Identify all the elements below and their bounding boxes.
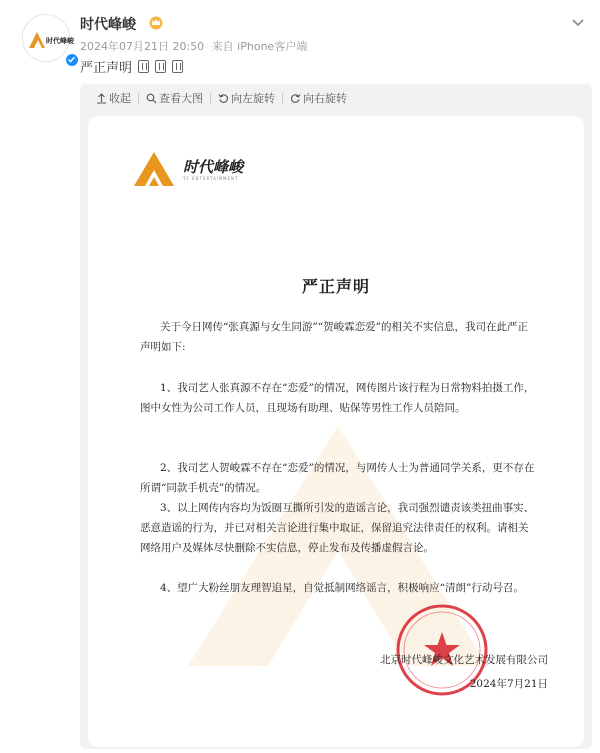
company-name: 北京时代峰峻文化艺术发展有限公司 (380, 654, 548, 666)
rotate-left-label: 向左旋转 (231, 92, 275, 105)
emoji-icon (138, 60, 149, 73)
verified-badge-icon (65, 53, 79, 67)
image-toolbar (80, 84, 592, 112)
company-logo-icon (132, 150, 180, 188)
statement-intro: 关于今日网传“张真源与女生同游”“贺峻霖恋爱”的相关不实信息，我司在此严正声明如下: (140, 321, 528, 353)
statement-point-2: 2、我司艺人贺峻霖不存在“恋爱”的情况，与网传人士为普通同学关系，更不存在所谓“同款手机壳”的情况。 (140, 462, 535, 494)
signature-block (380, 648, 548, 696)
rotate-left-icon (218, 93, 229, 104)
rotate-right-label: 向右旋转 (303, 92, 347, 105)
collapse-label: 收起 (109, 92, 131, 105)
post-date[interactable]: 2024年07月21日 20:50 (80, 40, 205, 53)
view-large-label: 查看大图 (159, 92, 203, 105)
statement-image[interactable] (88, 116, 584, 747)
view-large-button[interactable] (146, 90, 203, 106)
statement-point-3: 3、以上网传内容均为饭圈互撕所引发的造谣言论，我司强烈谴责该类扭曲事实、恶意造谣的行为，并已对相关言论进行集中取证，保留追究法律责任的权利。请相关网络用户及媒体尽快删除不实信息，停止发布及传播虚假言论。 (140, 502, 535, 554)
post-meta (80, 38, 307, 54)
emoji-icon (155, 60, 166, 73)
post-source: 来自 iPhone客户端 (211, 40, 308, 53)
avatar[interactable] (22, 14, 74, 62)
username[interactable]: 时代峰峻 (80, 17, 136, 33)
media-card (80, 84, 592, 749)
svg-text:时代峰峻: 时代峰峻 (46, 36, 74, 45)
toolbar-divider (282, 93, 283, 104)
signature-date: 2024年7月21日 (469, 678, 548, 690)
post-text-content: 严正声明 (80, 61, 133, 76)
document-title: 严正声明 (301, 277, 370, 296)
statement-point-4: 4、望广大粉丝朋友理智追星，自觉抵制网络谣言，积极响应“清朗”行动号召。 (160, 582, 524, 594)
toolbar-divider (210, 93, 211, 104)
logo-text: 时代峰峻 (183, 158, 244, 176)
statement-point-1: 1、我司艺人张真源不存在“恋爱”的情况，网传图片该行程为日常物料拍摄工作，图中女性为公司工作人员，且现场有助理、贴保等男性工作人员陪同。 (140, 382, 535, 414)
vip-crown-icon (148, 14, 164, 30)
collapse-button[interactable] (96, 90, 131, 106)
chevron-down-icon[interactable] (570, 14, 586, 30)
toolbar-divider (138, 93, 139, 104)
search-icon (146, 93, 157, 104)
rotate-right-button[interactable] (290, 90, 347, 106)
collapse-icon (96, 93, 107, 104)
emoji-icon (172, 60, 183, 73)
post-text (80, 57, 183, 76)
rotate-right-icon (290, 93, 301, 104)
logo-subtext: TF ENTERTAINMENT (183, 176, 239, 181)
rotate-left-button[interactable] (218, 90, 275, 106)
